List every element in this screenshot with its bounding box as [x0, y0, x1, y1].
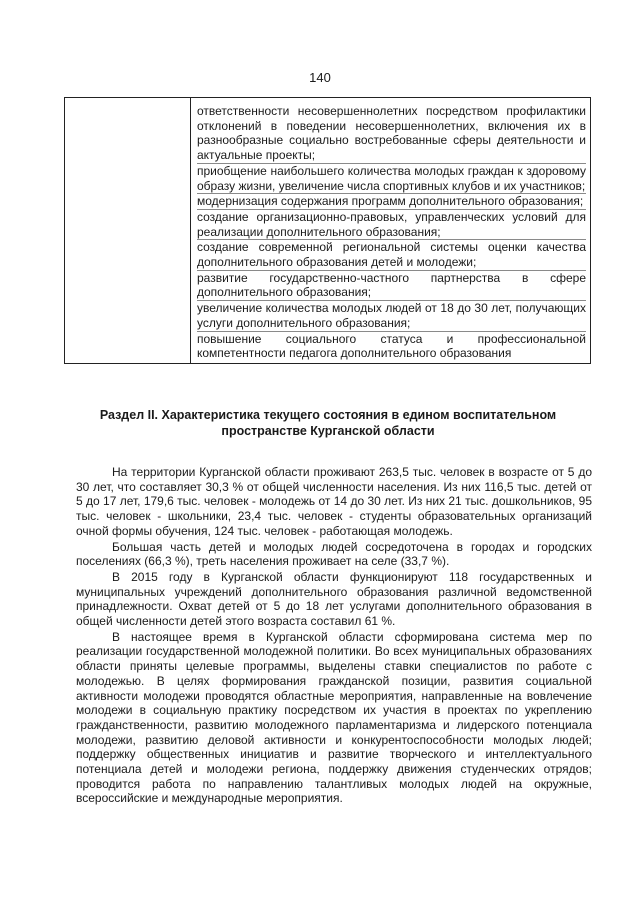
paragraph: Большая часть детей и молодых людей сосредоточена в городах и городских поселениях (66,3 %), треть населения проживает на селе (33,7 %). [76, 539, 592, 569]
table-row [65, 98, 591, 364]
paragraph: На территории Курганской области проживают 263,5 тыс. человек в возрасте от 5 до 30 лет, что составляет 30,3 % от общей численности населения. Из них 116,5 тыс. детей от 5 до 17 лет, 179,6 тыс. человек - молодежь от 14 до 30 лет. Из них 21 тыс. дошкольников, 95 тыс. человек - школьники, 23,4 тыс. человек - студенты образовательных организаций очной формы обучения, 124 тыс. человек - работающая молодежь. [76, 465, 592, 538]
table-list-item: развитие государственно-частного партнерства в сфере дополнительного образования; [197, 270, 586, 300]
table-empty-cell [65, 98, 191, 364]
page-number: 140 [309, 70, 331, 85]
section-heading: Раздел II. Характеристика текущего состояния в едином воспитательном пространстве Курганской области [99, 408, 557, 438]
table-list-item: ответственности несовершеннолетних посредством профилактики отклонений в поведении несовершеннолетних, включения их в разнообразные социально востребованные сферы деятельности и актуальные проекты; [197, 104, 586, 163]
body-text [76, 465, 592, 807]
table-content-cell [191, 98, 591, 364]
paragraph: В настоящее время в Курганской области сформирована система мер по реализации государственной молодежной политики. Во всех муниципальных образованиях области приняты целевые программы, выделены ставки специалистов по работе с молодежью. В целях формирования гражданской позиции, развития социальной активности молодежи проводятся областные мероприятия, направленные на вовлечение молодежи в социальную практику посредством их участия в проектах по укреплению гражданственности, развитию молодежного парламентаризма и лидерского потенциала молодежи, развитию деловой активности и конкурентоспособности молодых людей; поддержку общественных инициатив и развитие творческого и интеллектуального потенциала детей и молодежи региона, поддержку движения студенческих отрядов; проводится работа по направлению талантливых молодых людей на окружные, всероссийские и международные мероприятия. [76, 629, 592, 806]
objectives-table [64, 97, 591, 364]
table-list-item: создание современной региональной системы оценки качества дополнительного образования детей и молодежи; [197, 240, 586, 270]
table-list-item: увеличение количества молодых людей от 18 до 30 лет, получающих услуги дополнительного образования; [197, 301, 586, 330]
table-list-item: модернизация содержания программ дополнительного образования; [197, 194, 586, 210]
table-list-item: повышение социального статуса и профессиональной компетентности педагога дополнительного образования [197, 331, 586, 361]
table-list-item: создание организационно-правовых, управленческих условий для реализации дополнительного образования; [197, 209, 586, 239]
paragraph: В 2015 году в Курганской области функционируют 118 государственных и муниципальных учреждений дополнительного образования различной ведомственной принадлежности. Охват детей от 5 до 18 лет услугами дополнительного образования в общей численности детей этого возраста составил 61 %. [76, 569, 592, 629]
table-list-item: приобщение наибольшего количества молодых граждан к здоровому образу жизни, увеличение числа спортивных клубов и их участников; [197, 163, 586, 193]
